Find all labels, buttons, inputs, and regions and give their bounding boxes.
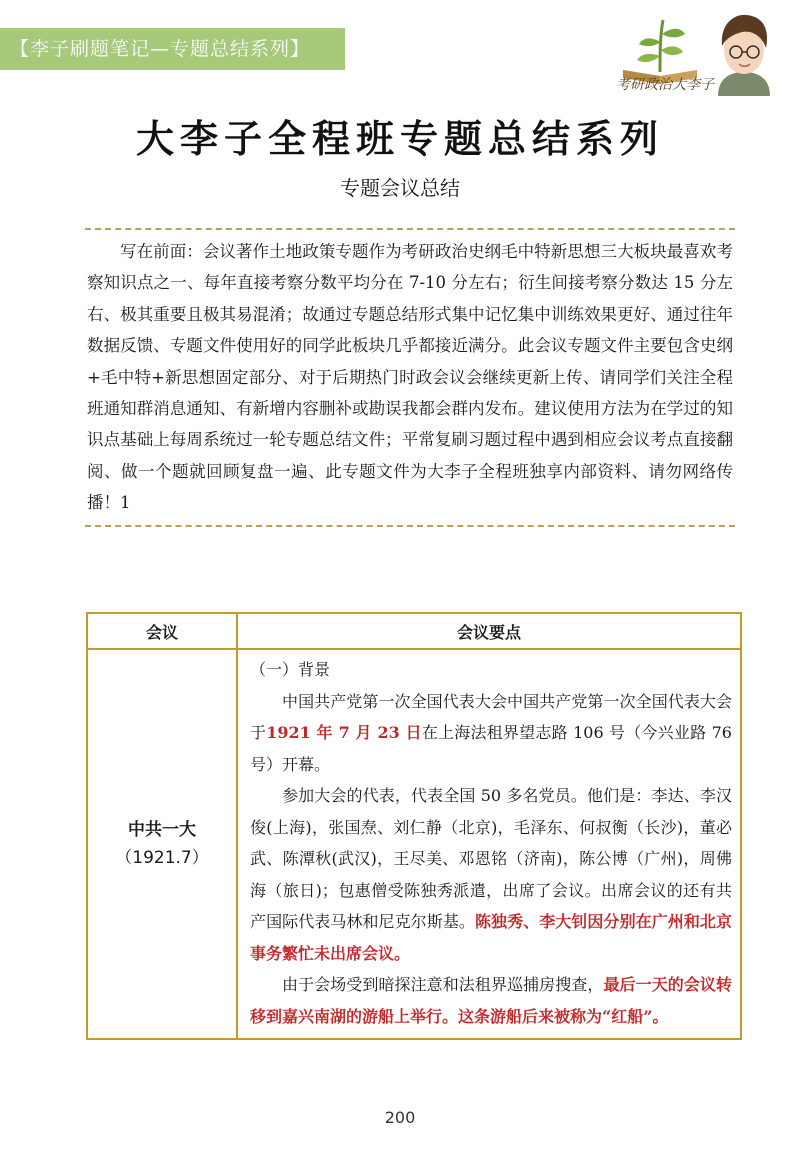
series-tag: 【李子刷题笔记—专题总结系列】 [0, 28, 345, 70]
meeting-name: 中共一大 [128, 820, 196, 840]
table-header-row [87, 613, 741, 649]
background-paragraph [250, 686, 732, 781]
text-run: 中国共产党第一次全国代表大会中国共产党第一次全国代表大会于 [250, 691, 732, 742]
delegates-paragraph [250, 780, 732, 969]
column-header-meeting: 会议 [87, 613, 237, 649]
table-row [87, 649, 741, 1039]
page-subtitle: 专题会议总结 [340, 176, 460, 200]
venue-paragraph [250, 969, 732, 1032]
meetings-table [86, 612, 742, 1040]
emphasis-date: 1921 年 7 月 23 日 [266, 723, 422, 742]
avatar-icon [708, 10, 780, 96]
emphasis-text: 最后一天的会议转移到嘉兴南湖的游船上举行。这条游船后来被称为“红船”。 [250, 975, 732, 1026]
section-heading: （一）背景 [250, 660, 331, 679]
text-run: 在上海法租界望志路 106 号（今兴业路 76 号）开幕。 [250, 723, 732, 774]
text-run: 参加大会的代表，代表全国 50 多名党员。他们是：李达、李汉俊(上海)，张国焘、刘仁静（北京)，毛泽东、何叔衡（长沙)，董必武、陈潭秋(武汉)，王尽美、邓恩铭（济南)，陈公博（广州)，周佛海（旅日)；包惠僧受陈独秀派遣，出席了会议。出席会议的还有共产国际代表马林和尼克尔斯基。 [250, 786, 732, 931]
page-number: 200 [384, 1108, 416, 1127]
meeting-points-cell [237, 649, 741, 1039]
column-header-points: 会议要点 [237, 613, 741, 649]
logo-text: 考研政治大李子 [616, 77, 714, 93]
meeting-date: （1921.7） [115, 848, 209, 868]
emphasis-text: 陈独秀、李大钊因分别在广州和北京事务繁忙未出席会议。 [250, 912, 732, 963]
meeting-cell [87, 649, 237, 1039]
intro-paragraph: 写在前面：会议著作土地政策专题作为考研政治史纲毛中特新思想三大板块最喜欢考察知识点之一、每年直接考察分数平均分在 7-10 分左右；衍生间接考察分数达 15 分左右、极其重要且极其易混淆；故通过专题总结形式集中记忆集中训练效果更好、通过往年数据反馈、专题文件使用好的同学此板块几乎都接近满分。此会议专题文件主要包含史纲+毛中特+新思想固定部分、对于后期热门时政会议会继续更新上传、请同学们关注全程班通知群消息通知、有新增内容删补或勘误我都会群内发布。建议使用方法为在学过的知识点基础上每周系统过一轮专题总结文件；平常复刷习题过程中遇到相应会议考点直接翻阅、做一个题就回顾复盘一遍、此专题文件为大李子全程班独享内部资料、请勿网络传播！1 [85, 228, 735, 527]
page-title: 大李子全程班专题总结系列 [135, 116, 664, 161]
text-run: 由于会场受到暗探注意和法租界巡捕房搜查， [282, 975, 604, 994]
